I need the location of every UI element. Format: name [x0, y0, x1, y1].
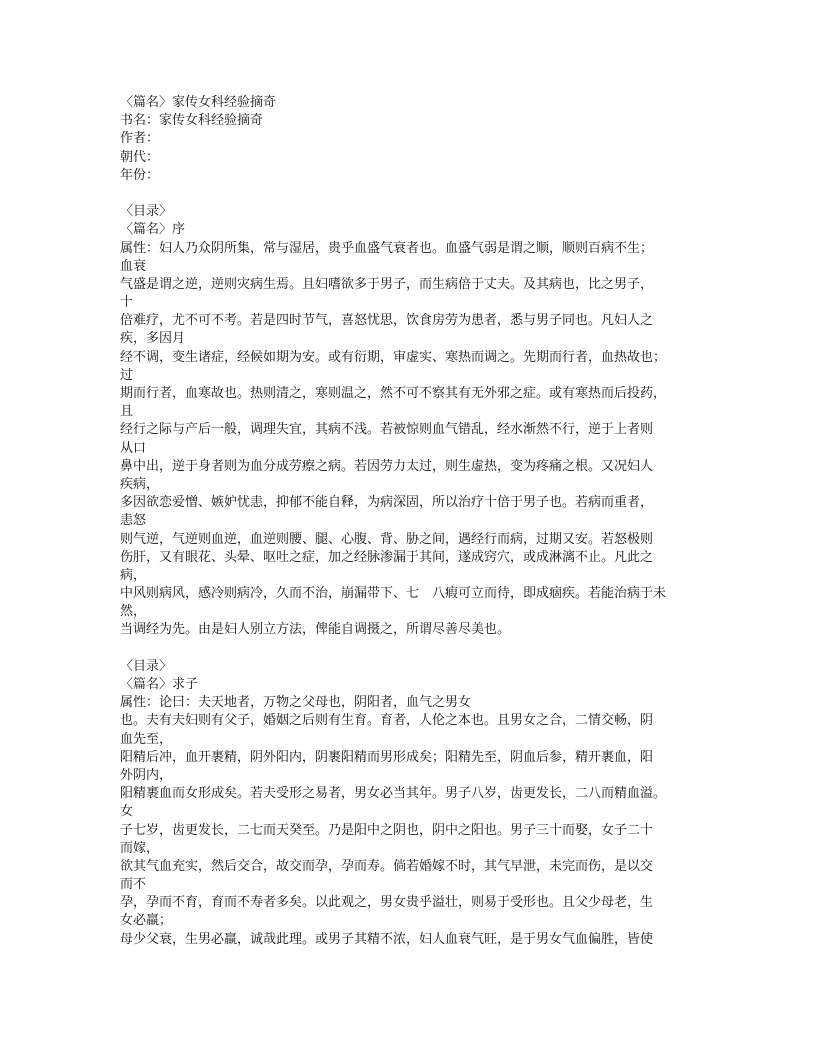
section [120, 658, 696, 949]
text-line: 女必羸； [120, 913, 173, 929]
text-line: 经不调，变生诸症，经候如期为安。或有衍期，审虚实、寒热而调之。先期而行者，血热故也； [120, 349, 667, 365]
year-line: 年份： [120, 167, 160, 183]
text-line: 也。夫有夫妇则有父子，婚姻之后则有生育。育者，人伦之本也。且男女之合，二情交畅，阴 [120, 713, 654, 729]
document-page [120, 94, 696, 949]
section [120, 203, 696, 658]
toc-marker: 〈目录〉 [120, 658, 173, 674]
text-line: 而不 [120, 877, 147, 893]
author-line: 作者： [120, 131, 160, 147]
text-line: 期而行者，血寒故也。热则清之，寒则温之，然不可不察其有无外邪之症。或有寒热而后投药， [120, 386, 667, 401]
text-line: 女 [120, 804, 134, 820]
blank-line [120, 185, 696, 203]
text-line: 阳精后冲，血开裹精，阴外阳内，阴裹阳精而男形成矣；阳精先至，阴血后参，精开裹血，阳 [120, 749, 654, 765]
text-line: 过 [120, 367, 134, 383]
text-line: 疾病， [120, 476, 160, 492]
text-line: 则气逆，气逆则血逆，血逆则腰、腿、心腹、背、胁之间，遇经行而病，过期又安。若怒极则 [120, 531, 654, 547]
text-line: 经行之际与产后一般，调理失宜，其病不浅。若被惊则血气错乱，经水渐然不行，逆于上者则 [120, 422, 654, 438]
text-line: 属性：妇人乃众阴所集，常与湿居，贵乎血盛气衰者也。血盛气弱是谓之顺，顺则百病不生； [120, 240, 654, 256]
book-name-line: 书名：家传女科经验摘奇 [120, 113, 264, 129]
text-line: 多因欲恋爱憎、嫉妒忧恚，抑郁不能自释，为病深固，所以治疗十倍于男子也。若病而重者， [120, 495, 654, 511]
text-line: 欲其气血充实，然后交合，故交而孕，孕而寿。倘若婚嫁不时，其气早泄，未完而伤，是以交 [120, 858, 654, 874]
text-line: 母少父衰，生男必羸，诚哉此理。或男子其精不浓，妇人血衰气旺，是于男女气血偏胜，皆使 [120, 931, 654, 947]
text-line: 且 [120, 404, 134, 420]
text-line: 外阴内， [120, 767, 173, 783]
blank-line [120, 640, 696, 658]
text-line: 而嫁， [120, 840, 160, 856]
text-line: 子七岁，齿更发长，二七而天癸至。乃是阳中之阴也，阴中之阳也。男子三十而娶，女子二十 [120, 822, 654, 838]
doc-title-line: 〈篇名〉家传女科经验摘奇 [120, 95, 277, 110]
text-line: 疾，多因月 [120, 331, 186, 347]
text-line: 倍难疗，尤不可不考。若是四时节气，喜怒忧思，饮食房劳为患者，悉与男子同也。凡妇人之 [120, 313, 654, 329]
text-line: 阳精裹血而女形成矣。若夫受形之易者，男女必当其年。男子八岁，齿更发长，二八而精血溢。 [120, 786, 667, 802]
text-line: 血先至， [120, 731, 173, 747]
text-line: 中风则病风，感冷则病冷，久而不治，崩漏带下、七 八瘕可立而待，即成痼疾。若能治病于未 [120, 586, 667, 602]
text-line: 属性：论曰：夫天地者，万物之父母也，阴阳者，血气之男女 [120, 695, 472, 711]
dynasty-line: 朝代： [120, 149, 160, 165]
text-line: 孕，孕而不育，育而不寿者多矣。以此观之，男女贵乎溢壮，则易于受形也。且父少母老，生 [120, 895, 654, 911]
sections-container [120, 203, 696, 949]
section-title: 〈篇名〉求子 [120, 677, 199, 692]
text-line: 血衰 [120, 258, 147, 274]
text-line: 十 [120, 295, 134, 311]
text-line: 病， [120, 567, 147, 583]
text-line: 然， [120, 604, 147, 620]
text-line: 从口 [120, 440, 147, 456]
text-line: 当调经为先。由是妇人别立方法，俾能自调摄之，所谓尽善尽美也。 [120, 622, 511, 638]
text-line: 鼻中出，逆于身者则为血分成劳瘵之病。若因劳力太过，则生虚热，变为疼痛之根。又况妇人 [120, 458, 654, 474]
text-line: 气盛是谓之逆，逆则灾病生焉。且妇嗜欲多于男子，而生病倍于丈夫。及其病也，比之男子， [120, 276, 654, 292]
toc-marker: 〈目录〉 [120, 204, 173, 220]
section-title: 〈篇名〉序 [120, 222, 186, 238]
text-line: 恚怒 [120, 513, 147, 529]
text-line: 伤肝，又有眼花、头晕、呕吐之症，加之经脉渗漏于其间，遂成窍穴，或成淋漓不止。凡此之 [120, 549, 654, 565]
